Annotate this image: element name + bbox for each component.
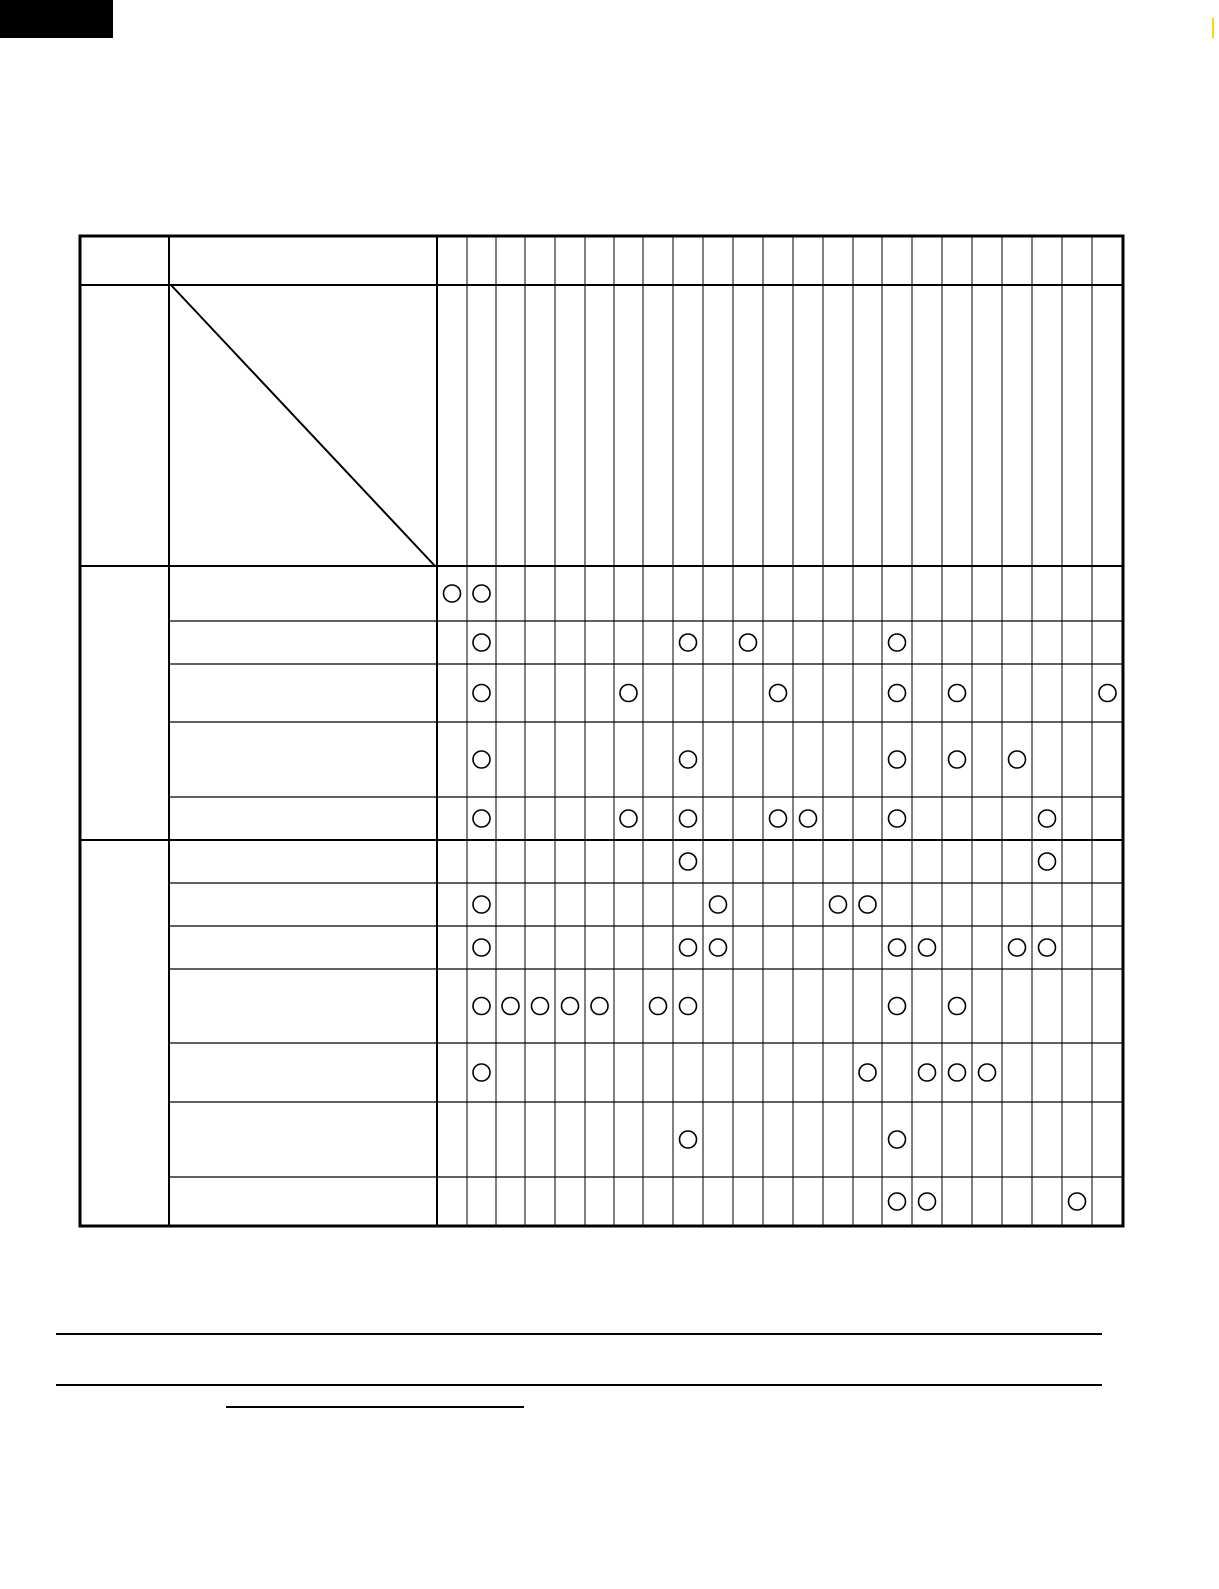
matrix-grid	[80, 236, 1123, 1226]
circle-mark	[889, 998, 906, 1015]
circle-mark	[770, 685, 787, 702]
circle-mark	[1099, 685, 1116, 702]
circle-mark	[473, 634, 490, 651]
circle-mark	[1069, 1193, 1086, 1210]
circle-mark	[830, 896, 847, 913]
circle-mark	[889, 685, 906, 702]
circle-mark	[949, 751, 966, 768]
circle-mark	[620, 810, 637, 827]
table-border	[80, 236, 1123, 1226]
circle-mark	[889, 810, 906, 827]
footer-underline	[226, 1406, 524, 1408]
circle-mark	[473, 585, 490, 602]
circle-mark	[859, 1064, 876, 1081]
header-diagonal	[171, 285, 435, 566]
circle-mark	[680, 998, 697, 1015]
circle-mark	[680, 751, 697, 768]
circle-mark	[591, 998, 608, 1015]
circle-mark	[502, 998, 519, 1015]
circle-mark	[473, 1064, 490, 1081]
circle-mark	[919, 1064, 936, 1081]
circle-mark	[889, 1131, 906, 1148]
circle-mark	[444, 585, 461, 602]
circle-mark	[800, 810, 817, 827]
circle-mark	[710, 939, 727, 956]
footer-rule-bottom	[56, 1384, 1102, 1386]
circle-mark	[889, 1193, 906, 1210]
circle-mark	[1039, 853, 1056, 870]
circle-mark	[473, 939, 490, 956]
circle-mark	[859, 896, 876, 913]
circle-mark	[473, 810, 490, 827]
circle-mark	[1039, 810, 1056, 827]
circle-mark	[650, 998, 667, 1015]
circle-mark	[532, 998, 549, 1015]
circle-mark	[949, 685, 966, 702]
circle-mark	[889, 751, 906, 768]
circle-mark	[740, 634, 757, 651]
circle-mark	[680, 634, 697, 651]
footer-rule-top	[56, 1333, 1102, 1335]
circle-mark	[1039, 939, 1056, 956]
matrix-marks	[444, 585, 1117, 1210]
circle-mark	[889, 634, 906, 651]
circle-mark	[770, 810, 787, 827]
circle-mark	[949, 998, 966, 1015]
circle-mark	[1009, 751, 1026, 768]
circle-mark	[979, 1064, 996, 1081]
circle-mark	[620, 685, 637, 702]
circle-mark	[680, 1131, 697, 1148]
circle-mark	[680, 810, 697, 827]
circle-mark	[919, 1193, 936, 1210]
circle-mark	[473, 751, 490, 768]
circle-mark	[473, 998, 490, 1015]
circle-mark	[680, 853, 697, 870]
circle-mark	[680, 939, 697, 956]
circle-mark	[473, 685, 490, 702]
circle-mark	[889, 939, 906, 956]
circle-mark	[1009, 939, 1026, 956]
circle-mark	[949, 1064, 966, 1081]
circle-mark	[562, 998, 579, 1015]
circle-mark	[710, 896, 727, 913]
circle-mark	[919, 939, 936, 956]
circle-mark	[473, 896, 490, 913]
